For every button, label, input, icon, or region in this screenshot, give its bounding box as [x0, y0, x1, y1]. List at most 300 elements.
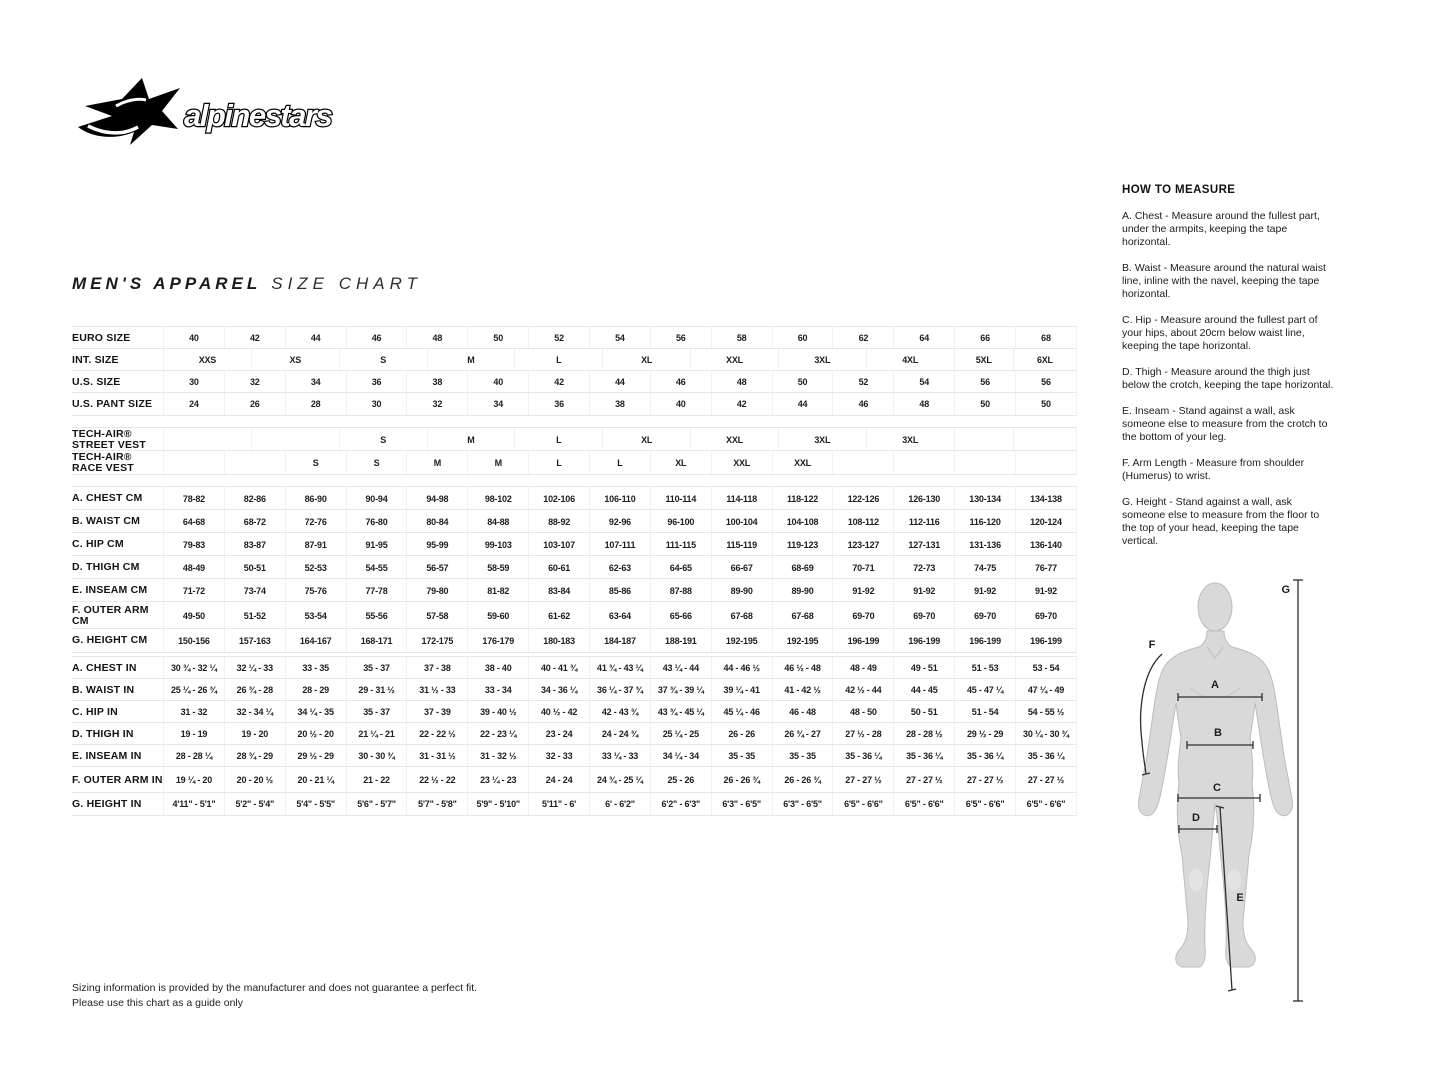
footer-disclaimer [72, 981, 477, 1010]
row-cells [163, 393, 1077, 415]
table-cell [251, 428, 339, 451]
table-cell: S [339, 349, 427, 371]
table-cell: 110-114 [650, 487, 711, 510]
alpinestars-logo-svg [72, 76, 412, 146]
table-cell: 54 - 55 ½ [1015, 701, 1077, 723]
table-cell: 35 - 36 ¼ [893, 745, 954, 767]
table-cell: M [406, 451, 467, 474]
table-cell: XXL [711, 451, 772, 474]
table-cell: 27 - 27 ½ [954, 767, 1015, 793]
table-cell: XXS [163, 349, 251, 371]
body-diagram-svg [1130, 570, 1440, 1010]
table-cell: XL [602, 349, 690, 371]
table-cell: 72-73 [893, 556, 954, 579]
row-label: E. INSEAM IN [72, 749, 142, 762]
label-inseam: E [1236, 892, 1244, 904]
table-row [72, 766, 1077, 793]
table-cell: 27 - 27 ½ [1015, 767, 1077, 793]
table-cell: 53 - 54 [1015, 657, 1077, 679]
table-cell: 24 ¾ - 25 ¼ [589, 767, 650, 793]
table-cell: 20 - 21 ¼ [285, 767, 346, 793]
row-label: F. OUTER ARM IN [72, 773, 163, 786]
table-cell: 5'4" - 5'5" [285, 793, 346, 815]
table-cell: 5XL [954, 349, 1013, 371]
table-cell: XXL [772, 451, 833, 474]
table-cell: 40 [163, 327, 224, 349]
table-cell: 39 ¼ - 41 [711, 679, 772, 701]
label-thigh: D [1192, 812, 1200, 824]
table-cell: M [467, 451, 528, 474]
table-cell: 36 ¼ - 37 ¾ [589, 679, 650, 701]
row-label: A. CHEST IN [72, 661, 137, 674]
table-cell: 40 - 41 ¾ [528, 657, 589, 679]
table-cell: 56 [1015, 371, 1077, 393]
table-cell: 57-58 [406, 602, 467, 629]
table-cell: 20 ½ - 20 [285, 723, 346, 745]
table-cell: 27 ½ - 28 [832, 723, 893, 745]
table-row [72, 486, 1077, 510]
table-cell: 4XL [866, 349, 954, 371]
table-cell: 112-116 [893, 510, 954, 533]
table-cell: 22 - 22 ½ [406, 723, 467, 745]
table-cell: 56 [650, 327, 711, 349]
table-cell: 131-136 [954, 533, 1015, 556]
table-cell: XL [650, 451, 711, 474]
row-label: E. INSEAM CM [72, 584, 148, 596]
table-cell: 122-126 [832, 487, 893, 510]
table-cell: 102-106 [528, 487, 589, 510]
table-cell: 29 ½ - 29 [285, 745, 346, 767]
table-cell: 91-95 [346, 533, 407, 556]
table-cell: 22 - 23 ¼ [467, 723, 528, 745]
table-cell: 120-124 [1015, 510, 1077, 533]
table-cell: 65-66 [650, 602, 711, 629]
table-cell: 68 [1015, 327, 1077, 349]
measure-instruction: F. Arm Length - Measure from shoulder (Humerus) to wrist. [1122, 457, 1305, 482]
table-cell: 35 - 35 [772, 745, 833, 767]
table-cell: 3XL [778, 428, 866, 451]
table-cell: XL [602, 428, 690, 451]
table-cell [893, 451, 954, 474]
table-cell: 184-187 [589, 629, 650, 652]
table-cell: 123-127 [832, 533, 893, 556]
table-cell: 32 - 33 [528, 745, 589, 767]
table-cell: 3XL [866, 428, 954, 451]
table-row [72, 450, 1077, 475]
table-cell: 56-57 [406, 556, 467, 579]
table-cell: 83-87 [224, 533, 285, 556]
measure-instruction: A. Chest - Measure around the fullest part, under the armpits, keeping the tape horizontal. [1122, 210, 1320, 248]
table-cell: 59-60 [467, 602, 528, 629]
table-cell: 196-199 [893, 629, 954, 652]
table-cell: 86-90 [285, 487, 346, 510]
table-cell: 84-88 [467, 510, 528, 533]
table-cell: 31 - 32 ½ [467, 745, 528, 767]
row-label: INT. SIZE [72, 353, 119, 366]
table-cell: 43 ¾ - 45 ¼ [650, 701, 711, 723]
table-cell: 80-84 [406, 510, 467, 533]
table-cell: XXL [690, 428, 778, 451]
page-title-bold: MEN'S APPAREL [72, 274, 262, 293]
table-cell: 92-96 [589, 510, 650, 533]
table-cell: 38 [589, 393, 650, 415]
table-cell: 106-110 [589, 487, 650, 510]
table-cell: 5'7" - 5'8" [406, 793, 467, 815]
table-cell: 91-92 [893, 579, 954, 602]
label-chest: A [1211, 679, 1219, 691]
row-cells [163, 371, 1077, 393]
table-cell: 28 - 28 ¼ [163, 745, 224, 767]
row-cells [163, 657, 1077, 679]
table-cell: 111-115 [650, 533, 711, 556]
table-row [72, 532, 1077, 556]
table-cell: 44 [589, 371, 650, 393]
table-cell: 50 [1015, 393, 1077, 415]
table-cell: 108-112 [832, 510, 893, 533]
table-cell: 34 [467, 393, 528, 415]
table-cell: 91-92 [832, 579, 893, 602]
table-cell: 41 - 42 ½ [772, 679, 833, 701]
table-cell: S [346, 451, 407, 474]
table-cell: 40 [650, 393, 711, 415]
table-cell: 26 - 26 ¾ [711, 767, 772, 793]
table-cell: 150-156 [163, 629, 224, 652]
table-row [72, 656, 1077, 679]
table-cell: 130-134 [954, 487, 1015, 510]
row-cells [163, 745, 1077, 767]
table-cell: 64 [893, 327, 954, 349]
row-label: G. HEIGHT CM [72, 634, 148, 646]
table-cell: 40 [467, 371, 528, 393]
table-cell: L [589, 451, 650, 474]
table-row [72, 744, 1077, 767]
row-cells [163, 793, 1077, 815]
table-cell: 50 [772, 371, 833, 393]
table-cell: 45 ¼ - 46 [711, 701, 772, 723]
row-cells [163, 701, 1077, 723]
table-cell: 126-130 [893, 487, 954, 510]
table-cell: 61-62 [528, 602, 589, 629]
table-cell: 114-118 [711, 487, 772, 510]
table-cell: 42 [528, 371, 589, 393]
table-cell [163, 451, 224, 474]
table-cell: 6XL [1013, 349, 1077, 371]
table-cell: L [514, 428, 602, 451]
row-label: B. WAIST IN [72, 683, 135, 696]
table-cell: 23 - 24 [528, 723, 589, 745]
table-cell: 53-54 [285, 602, 346, 629]
table-cell: 164-167 [285, 629, 346, 652]
table-cell: 34 ¼ - 35 [285, 701, 346, 723]
table-cell: 68-69 [772, 556, 833, 579]
table-cell: 27 - 27 ½ [832, 767, 893, 793]
table-cell: 94-98 [406, 487, 467, 510]
table-cell: 91-92 [954, 579, 1015, 602]
table-row [72, 392, 1077, 416]
row-cells [163, 327, 1077, 349]
table-cell: 30 ¼ - 30 ¾ [1015, 723, 1077, 745]
table-cell: 5'2" - 5'4" [224, 793, 285, 815]
table-cell: 118-122 [772, 487, 833, 510]
table-cell: S [285, 451, 346, 474]
table-cell: 29 ½ - 29 [954, 723, 1015, 745]
table-cell: 79-83 [163, 533, 224, 556]
row-cells [163, 679, 1077, 701]
row-cells [163, 349, 1077, 371]
table-cell: 35 - 35 [711, 745, 772, 767]
table-cell: 60 [772, 327, 833, 349]
row-label: TECH-AIR® STREET VEST [72, 427, 146, 451]
table-cell: 24 - 24 [528, 767, 589, 793]
table-cell: 49-50 [163, 602, 224, 629]
table-cell: 46 [832, 393, 893, 415]
table-cell: 44 - 46 ½ [711, 657, 772, 679]
row-label: EURO SIZE [72, 331, 131, 344]
measure-instruction: G. Height - Stand against a wall, ask someone else to measure from the floor to the top of your head, keeping the tape vertical. [1122, 496, 1320, 547]
table-cell: 34 ¼ - 34 [650, 745, 711, 767]
table-cell: 34 [285, 371, 346, 393]
table-cell: 30 - 30 ¾ [346, 745, 407, 767]
table-cell: 30 [163, 371, 224, 393]
row-label: C. HIP IN [72, 705, 118, 718]
table-cell [954, 451, 1015, 474]
table-cell: 172-175 [406, 629, 467, 652]
table-cell: 25 - 26 [650, 767, 711, 793]
table-cell: 51 - 54 [954, 701, 1015, 723]
table-cell: 55-56 [346, 602, 407, 629]
table-cell: 54-55 [346, 556, 407, 579]
table-cell: 33 - 35 [285, 657, 346, 679]
table-cell: 48 [711, 371, 772, 393]
table-cell: 48 - 49 [832, 657, 893, 679]
table-cell: 82-86 [224, 487, 285, 510]
row-cells [163, 723, 1077, 745]
table-cell: 6' - 6'2" [589, 793, 650, 815]
table-cell: 50 [954, 393, 1015, 415]
height-line [1293, 580, 1303, 1001]
table-cell: 19 - 20 [224, 723, 285, 745]
table-cell: 26 [224, 393, 285, 415]
table-row [72, 578, 1077, 602]
table-cell: 95-99 [406, 533, 467, 556]
table-cell: 54 [893, 371, 954, 393]
table-cell: 31 - 31 ½ [406, 745, 467, 767]
table-cell: 6'5" - 6'6" [954, 793, 1015, 815]
table-cell: 43 ¼ - 44 [650, 657, 711, 679]
table-row [72, 509, 1077, 533]
table-cell: 30 ¾ - 32 ¼ [163, 657, 224, 679]
table-cell: 26 - 26 [711, 723, 772, 745]
table-cell: 52 [832, 371, 893, 393]
row-cells [163, 487, 1077, 510]
alpinestars-logo [72, 76, 412, 146]
table-cell: L [528, 451, 589, 474]
row-label: D. THIGH IN [72, 727, 134, 740]
label-hip: C [1213, 782, 1221, 794]
measure-instruction: E. Inseam - Stand against a wall, ask someone else to measure from the crotch to the bottom of your leg. [1122, 405, 1328, 443]
alpinestars-logotype: alpinestars [184, 98, 332, 133]
table-cell: 45 - 47 ¼ [954, 679, 1015, 701]
table-cell: 192-195 [711, 629, 772, 652]
table-cell: M [427, 428, 515, 451]
table-cell: 3XL [778, 349, 866, 371]
table-row [72, 555, 1077, 579]
table-cell: 37 - 39 [406, 701, 467, 723]
row-cells [163, 579, 1077, 602]
row-label: F. OUTER ARM CM [72, 603, 149, 627]
table-cell: 42 [711, 393, 772, 415]
table-cell: 44 - 45 [893, 679, 954, 701]
table-cell: 47 ¼ - 49 [1015, 679, 1077, 701]
table-cell: 50 [467, 327, 528, 349]
table-cell: 26 - 26 ¾ [772, 767, 833, 793]
table-cell: 26 ¾ - 28 [224, 679, 285, 701]
table-cell: 104-108 [772, 510, 833, 533]
table-cell: 69-70 [954, 602, 1015, 629]
table-cell: 31 ½ - 33 [406, 679, 467, 701]
table-cell: 48 [893, 393, 954, 415]
table-cell: 38 [406, 371, 467, 393]
table-cell: 27 - 27 ½ [893, 767, 954, 793]
how-to-measure-instructions [1122, 210, 1336, 548]
table-cell: 29 - 31 ½ [346, 679, 407, 701]
alpinestars-star-icon [78, 78, 180, 145]
table-row [72, 348, 1077, 371]
table-cell: 51 - 53 [954, 657, 1015, 679]
row-label: U.S. SIZE [72, 375, 121, 388]
how-to-measure-title: HOW TO MEASURE [1122, 184, 1236, 196]
row-label: U.S. PANT SIZE [72, 397, 153, 410]
table-row [72, 326, 1077, 349]
row-cells [163, 533, 1077, 556]
table-cell: 35 - 37 [346, 657, 407, 679]
row-label: D. THIGH CM [72, 561, 140, 573]
table-cell [163, 428, 251, 451]
table-cell: 77-78 [346, 579, 407, 602]
table-cell: 66-67 [711, 556, 772, 579]
table-cell: 89-90 [772, 579, 833, 602]
table-cell: 79-80 [406, 579, 467, 602]
table-row [72, 628, 1077, 653]
table-cell: 136-140 [1015, 533, 1077, 556]
table-cell: 21 ¼ - 21 [346, 723, 407, 745]
table-cell: 157-163 [224, 629, 285, 652]
table-cell: 64-68 [163, 510, 224, 533]
table-cell: XS [251, 349, 339, 371]
label-height: G [1281, 584, 1290, 596]
table-cell: 44 [285, 327, 346, 349]
table-cell: 21 - 22 [346, 767, 407, 793]
table-cell: 176-179 [467, 629, 528, 652]
table-cell: 24 [163, 393, 224, 415]
table-cell [832, 451, 893, 474]
table-row [72, 678, 1077, 701]
table-row [72, 427, 1077, 451]
table-cell: 85-86 [589, 579, 650, 602]
table-cell: 72-76 [285, 510, 346, 533]
table-cell: 48 [406, 327, 467, 349]
measure-instruction: C. Hip - Measure around the fullest part of your hips, about 20cm below waist line, keeping the tape horizontal. [1122, 314, 1318, 352]
table-cell: 35 - 36 ¼ [832, 745, 893, 767]
table-cell: 56 [954, 371, 1015, 393]
table-cell: 76-80 [346, 510, 407, 533]
measure-instruction: D. Thigh - Measure around the thigh just below the crotch, keeping the tape horizontal. [1122, 366, 1334, 391]
table-cell: 69-70 [832, 602, 893, 629]
table-cell: 96-100 [650, 510, 711, 533]
how-to-measure-panel [1122, 184, 1336, 561]
table-cell: 87-88 [650, 579, 711, 602]
table-cell: 42 - 43 ¾ [589, 701, 650, 723]
table-cell: 81-82 [467, 579, 528, 602]
table-cell [1015, 451, 1077, 474]
table-cell: XXL [690, 349, 778, 371]
measure-instruction: B. Waist - Measure around the natural waist line, inline with the navel, keeping the tape horizontal. [1122, 262, 1326, 300]
row-cells [163, 428, 1077, 451]
table-cell: 4'11" - 5'1" [163, 793, 224, 815]
row-cells [163, 451, 1077, 474]
table-cell: L [514, 349, 602, 371]
table-cell: 66 [954, 327, 1015, 349]
table-cell: 46 - 48 [772, 701, 833, 723]
table-cell: 134-138 [1015, 487, 1077, 510]
table-cell: 75-76 [285, 579, 346, 602]
table-cell: 69-70 [893, 602, 954, 629]
table-cell: 62 [832, 327, 893, 349]
table-cell: 68-72 [224, 510, 285, 533]
row-label: G. HEIGHT IN [72, 797, 142, 810]
table-cell: 39 - 40 ½ [467, 701, 528, 723]
table-cell: 50-51 [224, 556, 285, 579]
table-cell: 196-199 [832, 629, 893, 652]
table-cell: 67-68 [772, 602, 833, 629]
table-cell: 5'6" - 5'7" [346, 793, 407, 815]
table-cell: 49 - 51 [893, 657, 954, 679]
row-label: A. CHEST CM [72, 492, 143, 504]
table-cell: 30 [346, 393, 407, 415]
table-cell: 100-104 [711, 510, 772, 533]
table-cell: 35 - 37 [346, 701, 407, 723]
table-cell: 87-91 [285, 533, 346, 556]
table-cell: 71-72 [163, 579, 224, 602]
table-cell: 22 ½ - 22 [406, 767, 467, 793]
table-cell: 6'2" - 6'3" [650, 793, 711, 815]
row-cells [163, 602, 1077, 629]
table-cell [224, 451, 285, 474]
label-arm-length: F [1148, 639, 1156, 651]
table-cell [1013, 428, 1077, 451]
table-row [72, 700, 1077, 723]
table-cell: 60-61 [528, 556, 589, 579]
table-row [72, 601, 1077, 629]
table-cell: 37 ¾ - 39 ¼ [650, 679, 711, 701]
label-waist: B [1214, 727, 1222, 739]
table-cell: 91-92 [1015, 579, 1077, 602]
table-cell: 52 [528, 327, 589, 349]
table-cell: 115-119 [711, 533, 772, 556]
table-cell: 6'5" - 6'6" [1015, 793, 1077, 815]
row-cells [163, 767, 1077, 793]
table-row [72, 722, 1077, 745]
table-cell: 69-70 [1015, 602, 1077, 629]
table-cell: 67-68 [711, 602, 772, 629]
table-cell: 46 [650, 371, 711, 393]
table-cell: 6'5" - 6'6" [893, 793, 954, 815]
table-cell: 35 - 36 ¼ [1015, 745, 1077, 767]
row-label: C. HIP CM [72, 538, 124, 550]
table-cell: 28 [285, 393, 346, 415]
table-cell: 32 [406, 393, 467, 415]
table-cell: 127-131 [893, 533, 954, 556]
